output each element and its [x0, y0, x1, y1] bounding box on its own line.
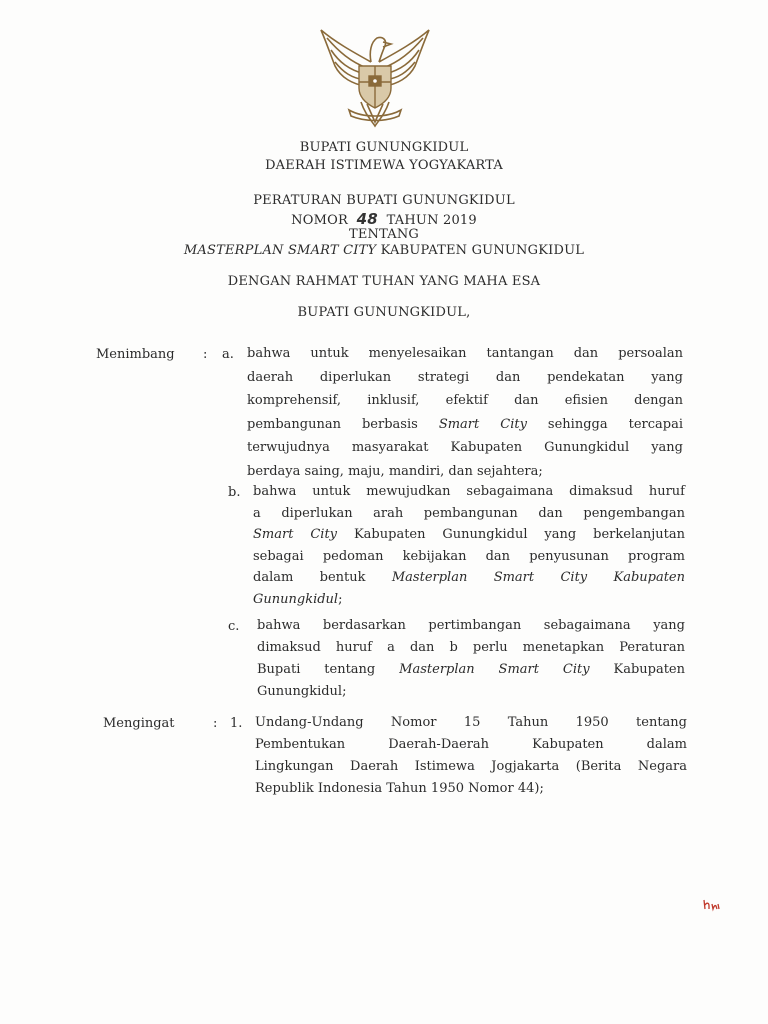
line-text: sebagai pedoman kebijakan dan penyusunan program — [253, 548, 685, 564]
menimbang-item-line — [247, 391, 683, 411]
regulation-subject — [0, 243, 768, 258]
menimbang-item-line — [247, 344, 683, 364]
line-text: Kabupaten — [589, 662, 685, 677]
year-text: TAHUN 2019 — [386, 213, 477, 228]
handwritten-number: 48 — [356, 210, 378, 228]
italic-term: Masterplan Smart City Kabupaten — [391, 570, 685, 585]
line-text: daerah diperlukan strategi dan pendekatan yang — [247, 369, 683, 385]
line-text: bahwa untuk menyelesaikan tantangan dan persoalan — [247, 346, 683, 361]
regulation-number-line — [0, 210, 768, 228]
italic-term: Smart City — [438, 416, 527, 432]
menimbang-colon: : — [203, 347, 208, 362]
menimbang-item-line — [247, 368, 683, 388]
menimbang-item-marker: c. — [228, 619, 240, 634]
mengingat-colon: : — [213, 716, 218, 731]
line-text: Pembentukan Daerah-Daerah Kabupaten dalam — [255, 737, 687, 752]
line-text: dalam bentuk — [253, 570, 392, 585]
line-text: Gunungkidul; — [257, 684, 347, 699]
italic-term: Masterplan Smart City — [399, 662, 590, 677]
preamble-authority: BUPATI GUNUNGKIDUL, — [297, 305, 471, 320]
mengingat-item-line — [255, 735, 687, 755]
line-text: komprehensif, inklusif, efektif dan efisien dengan — [247, 393, 683, 408]
menimbang-item-line — [257, 660, 685, 680]
mengingat-label: Mengingat — [103, 716, 175, 731]
line-text: pembangunan berbasis — [247, 416, 439, 432]
line-text: a diperlukan arah pembangunan dan pengembangan — [253, 505, 685, 521]
menimbang-item-marker: b. — [228, 485, 241, 500]
mengingat-item-marker: 1. — [230, 716, 243, 731]
line-text: Bupati tentang — [257, 662, 400, 677]
mengingat-item-line — [255, 757, 687, 777]
menimbang-item-line — [247, 462, 683, 482]
mengingat-item-line — [255, 779, 687, 799]
paraf-signature-icon — [702, 896, 722, 912]
menimbang-item-line — [253, 504, 685, 524]
menimbang-item-line — [257, 682, 685, 702]
institution-line-2: DAERAH ISTIMEWA YOGYAKARTA — [265, 158, 503, 173]
italic-term: Smart City — [253, 527, 338, 542]
subject-rest: KABUPATEN GUNUNGKIDUL — [376, 243, 585, 258]
menimbang-item-line — [257, 616, 685, 636]
number-prefix: NOMOR — [291, 213, 348, 228]
menimbang-item-line — [253, 568, 685, 588]
garuda-emblem-icon — [313, 22, 437, 132]
menimbang-item-line — [253, 547, 685, 567]
menimbang-item-line — [247, 415, 683, 435]
line-text: Kabupaten Gunungkidul yang berkelanjutan — [337, 527, 685, 542]
menimbang-item-marker: a. — [222, 347, 234, 362]
line-text: berdaya saing, maju, mandiri, dan sejahtera; — [247, 463, 543, 479]
mengingat-item-line — [255, 713, 687, 733]
menimbang-item-line — [257, 638, 685, 658]
subject-italic: MASTERPLAN SMART CITY — [183, 243, 377, 258]
menimbang-item-line — [253, 482, 685, 502]
institution-line-1: BUPATI GUNUNGKIDUL — [299, 140, 469, 155]
line-text: bahwa untuk mewujudkan sebagaimana dimaksud huruf — [253, 484, 685, 499]
italic-term: Gunungkidul — [253, 591, 339, 607]
line-text: bahwa berdasarkan pertimbangan sebagaimana yang — [257, 618, 685, 633]
line-text: Lingkungan Daerah Istimewa Jogjakarta (Berita Negara — [255, 759, 687, 774]
line-text: Republik Indonesia Tahun 1950 Nomor 44); — [255, 781, 544, 796]
menimbang-label: Menimbang — [96, 347, 175, 362]
line-text: dimaksud huruf a dan b perlu menetapkan Peraturan — [257, 640, 685, 655]
preamble-grace: DENGAN RAHMAT TUHAN YANG MAHA ESA — [227, 274, 541, 289]
line-text: sehingga tercapai — [526, 416, 683, 432]
menimbang-item-line — [247, 438, 683, 458]
menimbang-item-line — [253, 525, 685, 545]
regulation-title: PERATURAN BUPATI GUNUNGKIDUL — [253, 193, 515, 208]
line-text: ; — [338, 591, 343, 607]
line-text: terwujudnya masyarakat Kabupaten Gunungkidul yang — [247, 440, 683, 455]
line-text: Undang-Undang Nomor 15 Tahun 1950 tentang — [255, 715, 687, 730]
regulation-about: TENTANG — [348, 227, 420, 242]
menimbang-item-line — [253, 590, 685, 610]
